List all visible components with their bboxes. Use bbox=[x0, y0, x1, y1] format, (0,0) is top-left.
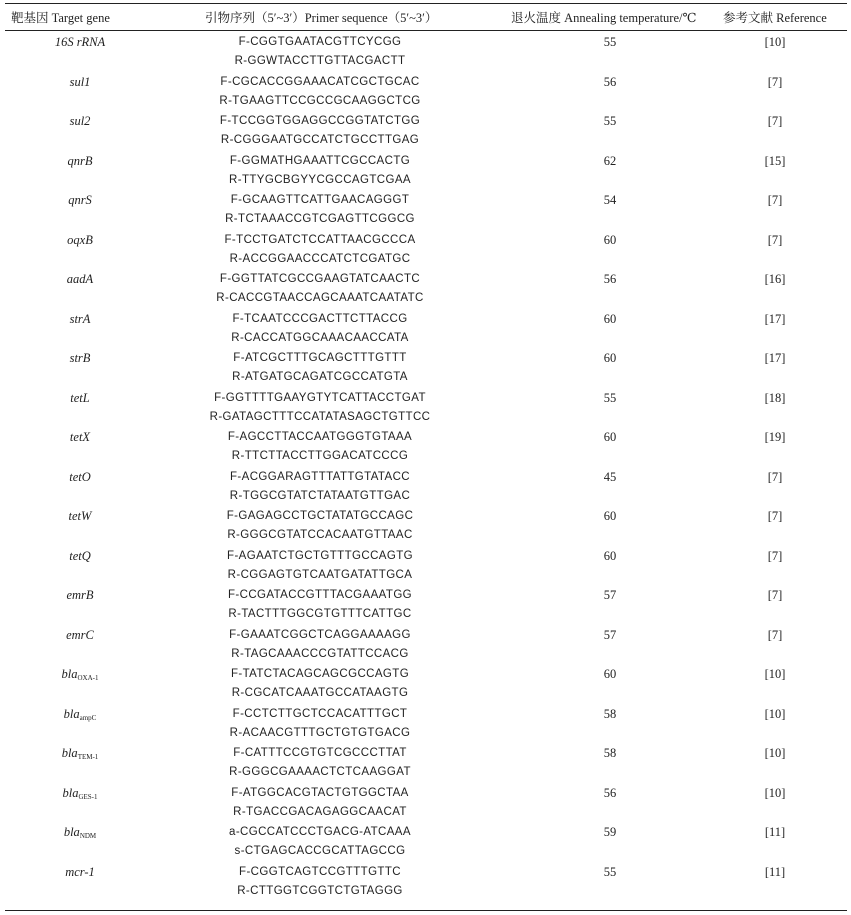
annealing-temperature: 54 bbox=[603, 193, 617, 207]
reference: [16] bbox=[764, 272, 786, 286]
gene-cell bbox=[5, 784, 155, 807]
primer-cell bbox=[200, 547, 440, 585]
primer-reverse: R-GGGCGTATCCACAATGTTAAC bbox=[227, 529, 413, 541]
gene-cell bbox=[5, 231, 155, 250]
reference: [10] bbox=[764, 706, 786, 721]
gene-name: mcr-1 bbox=[65, 864, 95, 879]
primer-cell bbox=[200, 744, 440, 782]
gene-cell bbox=[5, 863, 155, 882]
annealing-temperature: 59 bbox=[603, 825, 617, 839]
gene-name: strB bbox=[69, 351, 91, 365]
primer-reverse: R-TACTTTGGCGTGTTTCATTGC bbox=[228, 608, 412, 620]
table-header-rule bbox=[5, 30, 847, 31]
primer-cell bbox=[200, 270, 440, 308]
primer-cell bbox=[200, 33, 440, 71]
gene-name: emrB bbox=[66, 588, 94, 602]
reference: [7] bbox=[767, 193, 783, 207]
annealing-temperature: 60 bbox=[603, 667, 617, 681]
primer-forward: F-ATGGCACGTACTGTGGCTAA bbox=[231, 786, 409, 799]
reference: [7] bbox=[767, 588, 783, 602]
primer-forward: F-TATCTACAGCAGCGCCAGTG bbox=[230, 668, 410, 680]
gene-name: strA bbox=[69, 311, 91, 326]
gene-name: tetO bbox=[69, 469, 91, 484]
primer-cell bbox=[200, 665, 440, 703]
primer-forward: F-TCCGGTGGAGGCCGGTATCTGG bbox=[219, 115, 421, 127]
reference: [7] bbox=[767, 509, 783, 523]
reference: [18] bbox=[764, 390, 786, 405]
primer-forward: F-GAAATCGGCTCAGGAAAAGG bbox=[229, 628, 411, 641]
annealing-temperature: 55 bbox=[603, 864, 617, 879]
reference: [11] bbox=[764, 825, 786, 839]
primer-reverse: R-CACCGTAACCAGCAAATCAATATC bbox=[216, 292, 424, 304]
gene-cell bbox=[5, 349, 155, 368]
table-row bbox=[0, 547, 851, 587]
primer-forward: F-TCCTGATCTCCATTAACGCCCA bbox=[224, 233, 416, 246]
annealing-temperature: 58 bbox=[603, 706, 617, 721]
gene-cell bbox=[5, 626, 155, 645]
gene-name: sul1 bbox=[69, 74, 91, 89]
primer-forward: F-CATTTCCGTGTCGCCCTTAT bbox=[233, 747, 407, 759]
table-row bbox=[0, 428, 851, 468]
reference: [10] bbox=[764, 785, 786, 800]
annealing-temperature: 56 bbox=[603, 785, 617, 800]
gene-name: bla bbox=[61, 746, 78, 760]
reference: [7] bbox=[767, 627, 783, 642]
gene-name: emrC bbox=[66, 627, 94, 642]
reference: [7] bbox=[767, 469, 783, 484]
table-row bbox=[0, 784, 851, 824]
primer-reverse: R-TAGCAAACCCGTATTCCACG bbox=[231, 647, 409, 660]
primer-cell bbox=[200, 191, 440, 229]
reference: [17] bbox=[764, 311, 786, 326]
primer-reverse: R-CGGAGTGTCAATGATATTGCA bbox=[227, 568, 413, 581]
primer-forward: a-CGCCATCCCTGACG-ATCAAA bbox=[229, 826, 411, 838]
gene-cell bbox=[5, 73, 155, 92]
primer-forward: F-CGGTCAGTCCGTTTGTTC bbox=[239, 865, 401, 878]
gene-cell bbox=[5, 547, 155, 566]
gene-cell bbox=[5, 389, 155, 408]
gene-subscript: NDM bbox=[79, 832, 97, 840]
gene-name: tetW bbox=[68, 509, 92, 523]
reference: [10] bbox=[764, 746, 786, 760]
gene-name: qnrB bbox=[67, 153, 93, 168]
primer-reverse: R-CTTGGTCGGTCTGTAGGG bbox=[237, 884, 403, 897]
gene-name: bla bbox=[62, 785, 79, 800]
primer-forward: F-AGCCTTACCAATGGGTGTAAA bbox=[227, 431, 413, 443]
gene-cell bbox=[5, 33, 155, 52]
gene-cell bbox=[5, 112, 155, 131]
primer-reverse: R-GGWTACCTTGTTACGACTT bbox=[234, 55, 406, 67]
annealing-temperature: 55 bbox=[603, 390, 617, 405]
annealing-temperature: 60 bbox=[603, 548, 617, 563]
primer-forward: F-CGGTGAATACGTTCYCGG bbox=[238, 36, 402, 48]
annealing-temperature: 62 bbox=[603, 153, 617, 168]
gene-cell bbox=[5, 310, 155, 329]
gene-name: bla bbox=[63, 825, 80, 839]
annealing-temperature: 60 bbox=[603, 430, 617, 444]
primer-forward: F-GGTTATCGCCGAAGTATCAACTC bbox=[219, 273, 421, 285]
primer-forward: F-TCAATCCCGACTTCTTACCG bbox=[232, 312, 408, 325]
table-row bbox=[0, 507, 851, 547]
gene-name: tetX bbox=[69, 430, 91, 444]
annealing-temperature: 60 bbox=[603, 232, 617, 247]
primer-cell bbox=[200, 626, 440, 664]
gene-name: qnrS bbox=[68, 193, 92, 207]
gene-cell bbox=[5, 665, 155, 688]
table-row bbox=[0, 744, 851, 784]
primer-reverse: R-GGGCGAAAACTCTCAAGGAT bbox=[229, 766, 411, 778]
table-header bbox=[0, 8, 851, 28]
reference: [19] bbox=[764, 430, 786, 444]
primer-forward: F-ACGGARAGTTTATTGTATACC bbox=[230, 470, 410, 483]
table-row bbox=[0, 586, 851, 626]
reference: [11] bbox=[764, 864, 786, 879]
primer-forward: F-GAGAGCCTGCTATATGCCAGC bbox=[226, 510, 414, 522]
table-row bbox=[0, 389, 851, 429]
primer-reverse: R-TCTAAACCGTCGAGTTCGGCG bbox=[225, 213, 415, 225]
table-row bbox=[0, 823, 851, 863]
header-gene: 靶基因 Target gene bbox=[11, 11, 110, 25]
primer-reverse: R-TTYGCBGYYCGCCAGTCGAA bbox=[229, 173, 411, 186]
table-row bbox=[0, 191, 851, 231]
annealing-temperature: 56 bbox=[603, 74, 617, 89]
table-row bbox=[0, 310, 851, 350]
gene-cell bbox=[5, 586, 155, 605]
gene-cell bbox=[5, 744, 155, 767]
gene-subscript: ampC bbox=[79, 713, 97, 722]
primer-reverse: R-CACCATGGCAAACAACCATA bbox=[231, 331, 409, 344]
gene-cell bbox=[5, 823, 155, 846]
table-top-rule bbox=[5, 3, 847, 4]
table-row bbox=[0, 33, 851, 73]
gene-subscript: TEM-1 bbox=[77, 753, 99, 761]
table-row bbox=[0, 349, 851, 389]
table-row bbox=[0, 231, 851, 271]
table-row bbox=[0, 863, 851, 903]
annealing-temperature: 60 bbox=[603, 311, 617, 326]
gene-name: aadA bbox=[66, 272, 94, 286]
gene-cell bbox=[5, 270, 155, 289]
primer-reverse: s-CTGAGCACCGCATTAGCCG bbox=[234, 845, 406, 857]
primer-cell bbox=[200, 586, 440, 624]
gene-cell bbox=[5, 468, 155, 487]
primer-forward: F-CCGATACCGTTTACGAAATGG bbox=[227, 589, 413, 601]
primer-forward: F-GGMATHGAAATTCGCCACTG bbox=[229, 154, 411, 167]
gene-cell bbox=[5, 705, 155, 728]
primer-cell bbox=[200, 310, 440, 348]
header-temperature: 退火温度 Annealing temperature/℃ bbox=[511, 11, 697, 25]
reference: [7] bbox=[767, 548, 783, 563]
primer-cell bbox=[200, 784, 440, 822]
gene-name: bla bbox=[63, 706, 80, 721]
gene-name: oqxB bbox=[67, 232, 93, 247]
primer-cell bbox=[200, 468, 440, 506]
primer-forward: F-ATCGCTTTGCAGCTTTGTTT bbox=[233, 352, 407, 364]
primer-cell bbox=[200, 863, 440, 901]
primer-cell bbox=[200, 152, 440, 190]
table-row bbox=[0, 705, 851, 745]
primer-reverse: R-TGACCGACAGAGGCAACAT bbox=[233, 805, 407, 818]
primer-cell bbox=[200, 823, 440, 861]
reference: [10] bbox=[764, 35, 786, 49]
primer-cell bbox=[200, 389, 440, 427]
primer-reverse: R-ACAACGTTTGCTGTGTGACG bbox=[229, 726, 411, 739]
primer-cell bbox=[200, 112, 440, 150]
table-row bbox=[0, 665, 851, 705]
gene-cell bbox=[5, 507, 155, 526]
annealing-temperature: 55 bbox=[603, 35, 617, 49]
primer-cell bbox=[200, 705, 440, 743]
table-bottom-rule bbox=[5, 910, 847, 911]
gene-name: tetQ bbox=[69, 548, 91, 563]
primer-forward: F-GGTTTTGAAYGTYTCATTACCTGAT bbox=[214, 391, 426, 404]
gene-name: 16S rRNA bbox=[54, 35, 106, 49]
primer-reverse: R-ACCGGAACCCATCTCGATGC bbox=[229, 252, 411, 265]
primer-cell bbox=[200, 231, 440, 269]
primer-forward: F-CCTCTTGCTCCACATTTGCT bbox=[232, 707, 408, 720]
primer-reverse: R-ATGATGCAGATCGCCATGTA bbox=[232, 371, 408, 383]
primer-cell bbox=[200, 428, 440, 466]
annealing-temperature: 60 bbox=[603, 509, 617, 523]
annealing-temperature: 58 bbox=[603, 746, 617, 760]
gene-subscript: OXA-1 bbox=[77, 674, 99, 682]
gene-name: bla bbox=[61, 667, 78, 681]
gene-name: sul2 bbox=[69, 114, 91, 128]
annealing-temperature: 57 bbox=[603, 627, 617, 642]
gene-name: tetL bbox=[70, 390, 90, 405]
reference: [10] bbox=[764, 667, 786, 681]
annealing-temperature: 45 bbox=[603, 469, 617, 484]
primer-forward: F-GCAAGTTCATTGAACAGGGT bbox=[230, 194, 410, 206]
primer-cell bbox=[200, 73, 440, 111]
primer-reverse: R-GATAGCTTTCCATATASAGCTGTTCC bbox=[209, 410, 431, 423]
reference: [7] bbox=[767, 114, 783, 128]
table-row bbox=[0, 468, 851, 508]
table-row bbox=[0, 270, 851, 310]
gene-cell bbox=[5, 191, 155, 210]
annealing-temperature: 60 bbox=[603, 351, 617, 365]
table-row bbox=[0, 152, 851, 192]
primer-forward: F-AGAATCTGCTGTTTGCCAGTG bbox=[227, 549, 413, 562]
table-row bbox=[0, 73, 851, 113]
primer-forward: F-CGCACCGGAAACATCGCTGCAC bbox=[220, 75, 420, 88]
table-row bbox=[0, 112, 851, 152]
table-row bbox=[0, 626, 851, 666]
annealing-temperature: 55 bbox=[603, 114, 617, 128]
gene-cell bbox=[5, 428, 155, 447]
reference: [7] bbox=[767, 74, 783, 89]
gene-cell bbox=[5, 152, 155, 171]
primer-cell bbox=[200, 507, 440, 545]
primer-cell bbox=[200, 349, 440, 387]
reference: [15] bbox=[764, 153, 786, 168]
reference: [17] bbox=[764, 351, 786, 365]
reference: [7] bbox=[767, 232, 783, 247]
primer-reverse: R-TGGCGTATCTATAATGTTGAC bbox=[229, 489, 411, 502]
primer-reverse: R-TTCTTACCTTGGACATCCCG bbox=[231, 450, 409, 462]
header-reference: 参考文献 Reference bbox=[723, 11, 827, 25]
header-primer: 引物序列（5′~3′）Primer sequence（5′~3′） bbox=[205, 11, 438, 25]
primer-reverse: R-CGGGAATGCCATCTGCCTTGAG bbox=[220, 134, 420, 146]
primer-reverse: R-CGCATCAAATGCCATAAGTG bbox=[231, 687, 409, 699]
primer-reverse: R-TGAAGTTCCGCCGCAAGGCTCG bbox=[219, 94, 421, 107]
annealing-temperature: 57 bbox=[603, 588, 617, 602]
gene-subscript: GES-1 bbox=[78, 792, 98, 801]
annealing-temperature: 56 bbox=[603, 272, 617, 286]
